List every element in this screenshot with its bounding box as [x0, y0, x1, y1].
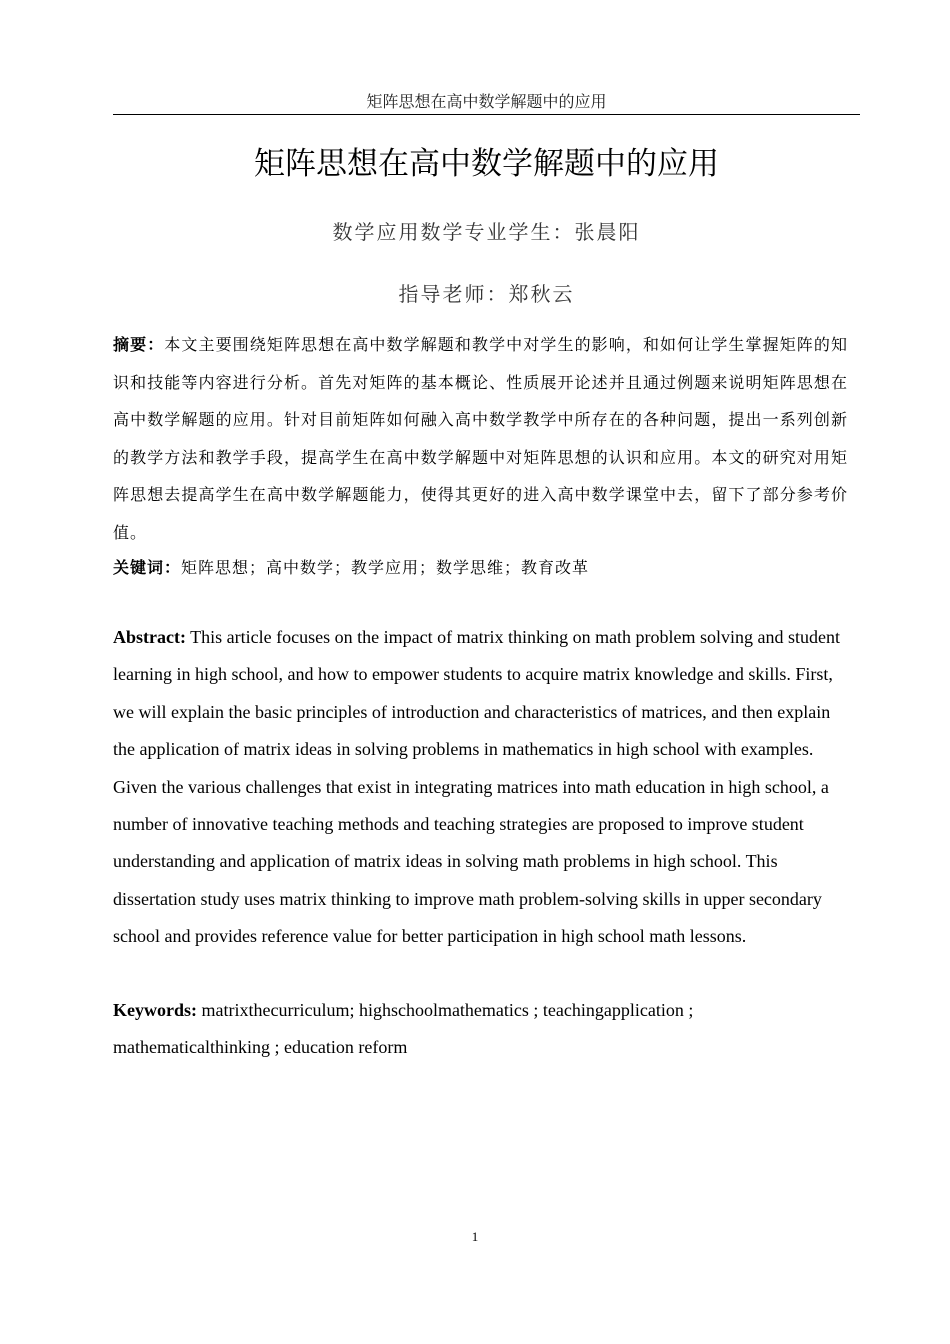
advisor-line: 指导老师：郑秋云 [398, 282, 575, 306]
chinese-keywords-text: 矩阵思想；高中数学；教学应用；数学思维；教育改革 [181, 558, 590, 577]
english-keywords-text: matrixthecurriculum; highschoolmathematics ; teachingapplication ; mathematicalthinking ; education reform [113, 1000, 694, 1058]
english-keywords [113, 992, 853, 1067]
chinese-abstract-label: 摘要： [113, 335, 165, 354]
author-line: 数学应用数学专业学生：张晨阳 [332, 220, 641, 244]
page-number: 1 [471, 1229, 479, 1244]
english-abstract-text: This article focuses on the impact of matrix thinking on math problem solving and student learning in high school, and how to empower students to acquire matrix knowledge and skills. First, we will explain the basic principles of introduction and characteristics of matrices, and then explain the application of matrix ideas in solving problems in mathematics in high school with examples. Given the various challenges that exist in integrating matrices into math education in high school, a number of innovative teaching methods and teaching strategies are proposed to improve student understanding and application of matrix ideas in solving math problems in high school. This dissertation study uses matrix thinking to improve math problem-solving skills in upper secondary school and provides reference value for better participation in high school math lessons. [113, 627, 841, 947]
english-abstract-label: Abstract: [113, 627, 186, 647]
running-header: 矩阵思想在高中数学解题中的应用 [366, 92, 607, 111]
english-keywords-label: Keywords: [113, 1000, 197, 1020]
english-abstract [113, 619, 853, 956]
chinese-keywords-label: 关键词： [113, 558, 182, 577]
chinese-keywords [113, 549, 848, 586]
document-title: 矩阵思想在高中数学解题中的应用 [254, 146, 719, 182]
chinese-abstract [113, 326, 848, 551]
header-rule [113, 114, 860, 115]
chinese-abstract-text: 本文主要围绕矩阵思想在高中数学解题和教学中对学生的影响，和如何让学生掌握矩阵的知识和技能等内容进行分析。首先对矩阵的基本概论、性质展开论述并且通过例题来说明矩阵思想在高中数学解题的应用。针对目前矩阵如何融入高中数学教学中所存在的各种问题，提出一系列创新的教学方法和教学手段，提高学生在高中数学解题中对矩阵思想的认识和应用。本文的研究对用矩阵思想去提高学生在高中数学解题能力，使得其更好的进入高中数学课堂中去，留下了部分参考价值。 [113, 335, 848, 542]
